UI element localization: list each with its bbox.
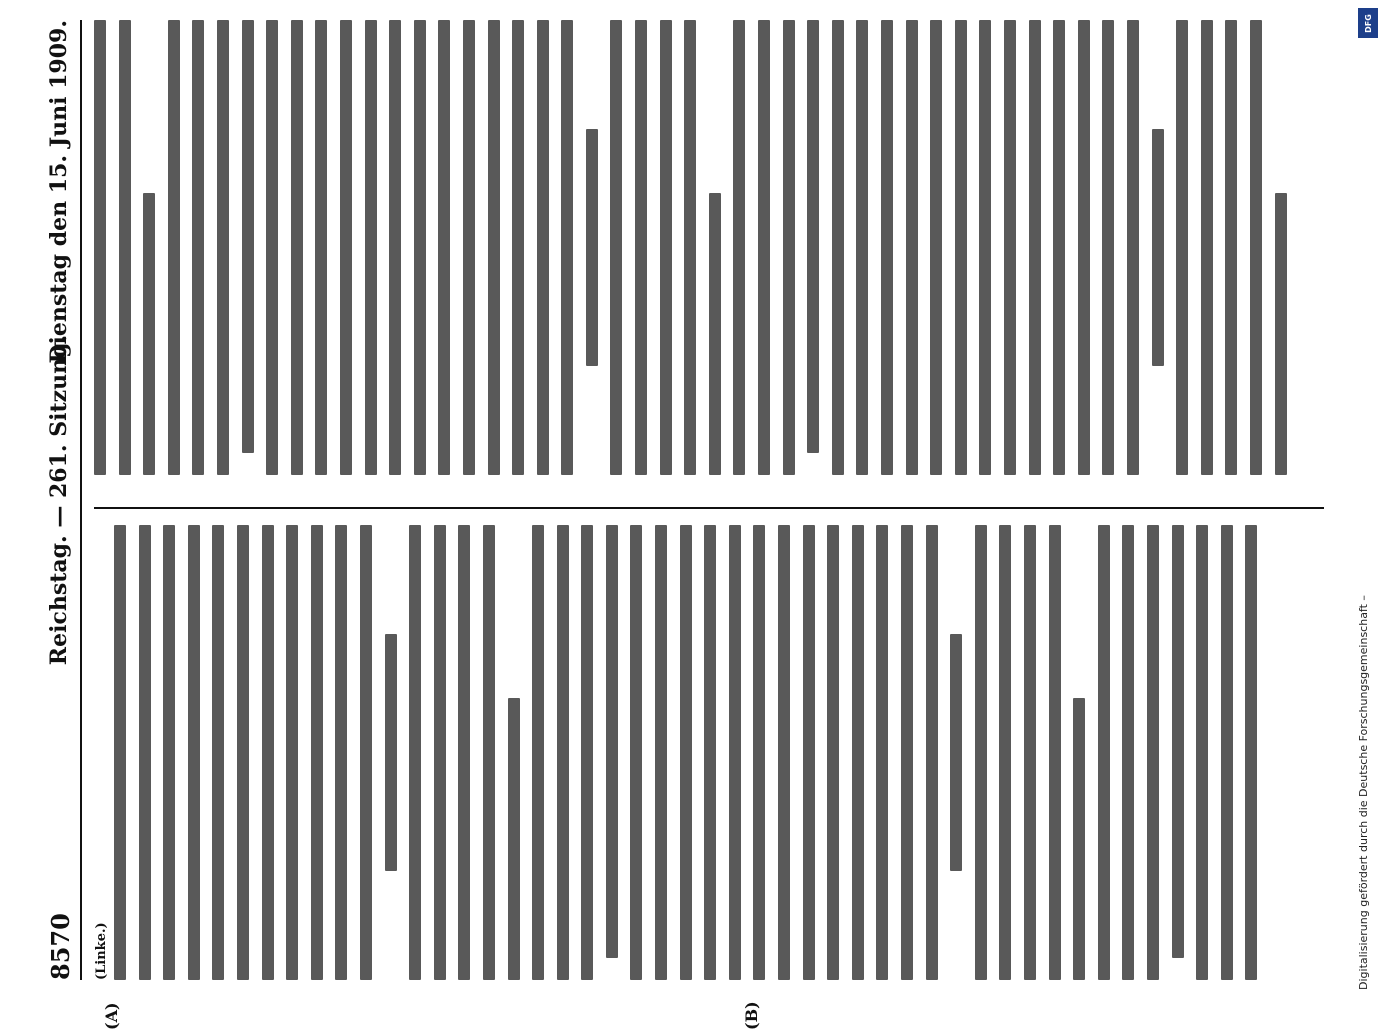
text-line: [753, 525, 765, 980]
text-line: [906, 20, 918, 475]
text-line: [680, 525, 692, 980]
text-line: [212, 525, 224, 980]
text-line: [192, 20, 204, 475]
text-line: [660, 20, 672, 475]
text-line: [684, 20, 696, 475]
text-line: [1049, 525, 1061, 980]
right-text-column: [94, 20, 1324, 475]
text-line: [1225, 20, 1237, 475]
text-line: [557, 525, 569, 980]
text-line: [979, 20, 991, 475]
text-line: [930, 20, 942, 475]
text-line: [630, 525, 642, 980]
text-line: [458, 525, 470, 980]
text-line: [655, 525, 667, 980]
text-line: [1073, 698, 1085, 980]
text-line: [188, 525, 200, 980]
text-line: [975, 525, 987, 980]
digitization-notice: [1352, 10, 1378, 990]
session-date: Dienstag den 15. Juni 1909.: [46, 20, 72, 364]
text-line: [1078, 20, 1090, 475]
text-line: [709, 193, 721, 475]
text-line: [94, 20, 106, 475]
text-line: [1102, 20, 1114, 475]
text-line: [508, 698, 520, 980]
text-line: [114, 525, 126, 980]
text-line: [586, 129, 598, 366]
text-line: [1245, 525, 1257, 980]
text-line: [758, 20, 770, 475]
text-line: [1221, 525, 1233, 980]
digitization-notice-text: Digitalisierung gefördert durch die Deutsche Forschungsgemeinschaft –: [1357, 595, 1370, 990]
left-column-intro: (Linke.): [94, 922, 109, 980]
text-line: [1147, 525, 1159, 980]
text-line: [488, 20, 500, 475]
text-line: [438, 20, 450, 475]
text-line: [704, 525, 716, 980]
text-line: [286, 525, 298, 980]
text-line: [827, 525, 839, 980]
text-line: [581, 525, 593, 980]
text-line: [1024, 525, 1036, 980]
text-line: [163, 525, 175, 980]
left-column-text-block: [114, 525, 1257, 980]
text-line: [561, 20, 573, 475]
text-line: [832, 20, 844, 475]
text-line: [1250, 20, 1262, 475]
text-line: [803, 525, 815, 980]
text-line: [242, 20, 254, 453]
text-line: [537, 20, 549, 475]
text-line: [926, 525, 938, 980]
text-line: [1053, 20, 1065, 475]
text-line: [729, 525, 741, 980]
text-line: [143, 193, 155, 475]
dfg-logo: DFG: [1358, 8, 1378, 38]
right-column-text-block: [94, 20, 1287, 475]
text-line: [217, 20, 229, 475]
text-line: [635, 20, 647, 475]
text-line: [266, 20, 278, 475]
text-line: [1201, 20, 1213, 475]
text-line: [876, 525, 888, 980]
text-line: [463, 20, 475, 475]
column-divider: [94, 507, 1324, 509]
text-line: [512, 20, 524, 475]
left-text-column: [94, 525, 1324, 980]
text-line: [1122, 525, 1134, 980]
text-line: [483, 525, 495, 980]
text-line: [1127, 20, 1139, 475]
text-line: [1196, 525, 1208, 980]
margin-mark-a: (A): [102, 1002, 121, 1030]
text-line: [783, 20, 795, 475]
page-number: 8570: [46, 913, 75, 980]
page-header: [42, 20, 82, 980]
text-line: [360, 525, 372, 980]
text-line: [340, 20, 352, 475]
text-line: [1152, 129, 1164, 366]
text-line: [950, 634, 962, 871]
text-line: [414, 20, 426, 475]
text-line: [856, 20, 868, 475]
text-line: [315, 20, 327, 475]
text-line: [389, 20, 401, 475]
text-line: [733, 20, 745, 475]
text-line: [237, 525, 249, 980]
text-line: [955, 20, 967, 475]
text-line: [901, 525, 913, 980]
text-line: [881, 20, 893, 475]
text-line: [1004, 20, 1016, 475]
page-title: Reichstag. — 261. Sitzung.: [46, 334, 72, 666]
text-line: [168, 20, 180, 475]
text-line: [335, 525, 347, 980]
rotated-document-page: [42, 0, 1342, 1030]
text-line: [532, 525, 544, 980]
text-line: [852, 525, 864, 980]
text-line: [606, 525, 618, 958]
text-line: [434, 525, 446, 980]
text-line: [610, 20, 622, 475]
text-line: [262, 525, 274, 980]
text-line: [1176, 20, 1188, 475]
text-line: [807, 20, 819, 453]
text-line: [385, 634, 397, 871]
text-line: [365, 20, 377, 475]
text-line: [1098, 525, 1110, 980]
text-line: [409, 525, 421, 980]
text-line: [1172, 525, 1184, 958]
text-line: [291, 20, 303, 475]
text-line: [999, 525, 1011, 980]
text-line: [311, 525, 323, 980]
text-line: [119, 20, 131, 475]
text-line: [778, 525, 790, 980]
text-line: [1029, 20, 1041, 475]
text-line: [139, 525, 151, 980]
margin-mark-b: (B): [742, 1001, 761, 1030]
text-line: [1275, 193, 1287, 475]
